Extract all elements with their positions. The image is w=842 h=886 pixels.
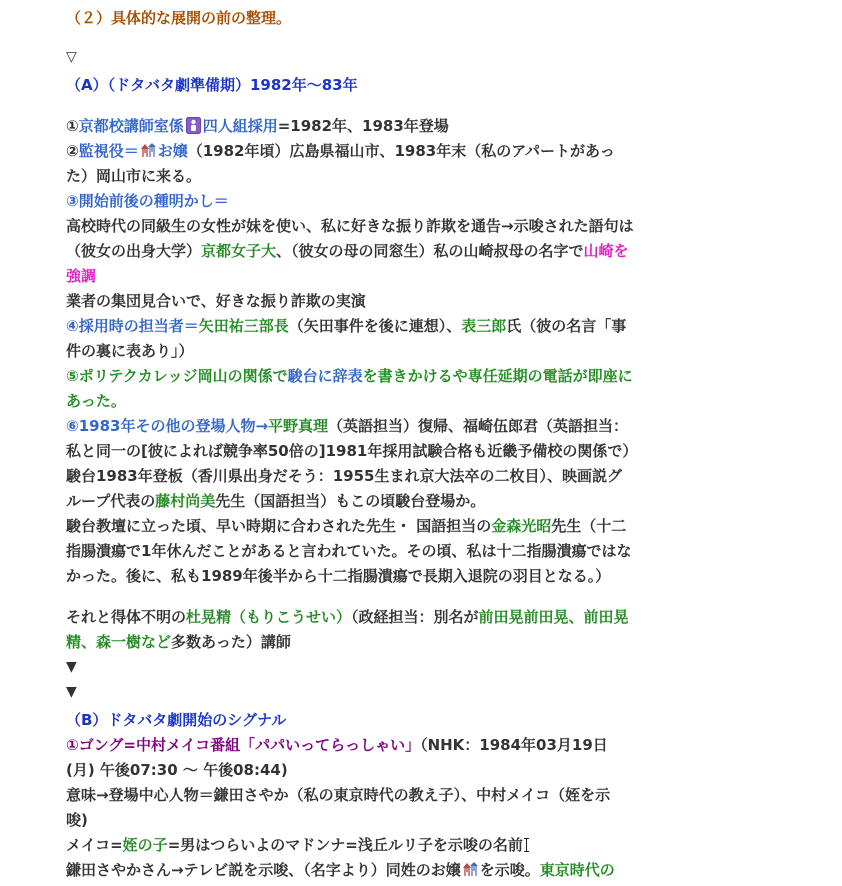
b-item-1: ①ゴング=中村メイコ番組「パパいってらっしゃい」（NHK：1984年03月19日 (66, 736, 608, 754)
item-1-label: 京都校講師室係 (78, 117, 184, 135)
item-6-cont-6: かった。後に、私も1989年後半から十二指腸潰瘍で長期入退院の羽目となる。） (66, 567, 611, 585)
outline-marker-filled-2: ▼ (66, 684, 77, 700)
item-6-cont-2: 駿台1983年登板（香川県出身だそう：1955生まれ京大法卒の二枚目）、映画説グ (66, 467, 622, 485)
item-6-cont-1: 私と同一の[彼によれば競争率50倍の]1981年採用試験合格も近畿予備校の関係で） (66, 442, 638, 460)
item-5: ⑤ポリテクカレッジ岡山の関係で駿台に辞表を書きかけるや専任延期の電話が即座に (66, 367, 633, 385)
b-item-2: 意味→登場中心人物＝鎌田さやか（私の東京時代の教え子）、中村メイコ（姪を示 (66, 786, 611, 804)
outline-marker-open: ▽ (66, 49, 77, 65)
b-item-2-cont: 唆) (66, 811, 88, 829)
person-in-box-icon (186, 117, 201, 134)
item-2-cont: た）岡山市に来る。 (66, 167, 202, 185)
item-3-body-4: 業者の集団見合いで、好きな振り詐欺の実演 (66, 292, 366, 310)
item-2: ②監視役＝ お嬢（1982年頃）広島県福山市、1983年末（私のアパートがあっ (66, 142, 615, 160)
section-a-title: （A）（ドタバタ劇準備期）1982年〜83年 (66, 76, 358, 94)
item-6-cont-3: ループ代表の藤村尚美先生（国語担当）もこの頃駿台登場か。 (66, 492, 486, 510)
section-a-body (66, 114, 706, 655)
houses-icon (463, 861, 478, 878)
b-item-3: メイコ=姪の子=男はつらいよのマドンナ=浅丘ルリ子を示唆の名前 (66, 833, 706, 858)
section-b-body (66, 733, 706, 883)
item-3: ③開始前後の種明かし＝ (66, 192, 229, 210)
item-1: ①京都校講師室係 四人組採用=1982年、1983年登場 (66, 117, 449, 135)
item-4: ④採用時の担当者＝矢田祐三部長（矢田事件を後に連想）、表三郎氏（彼の名言「事 (66, 317, 627, 335)
item-3-body-3: 強調 (66, 267, 97, 285)
section-b-title: （B）ドタバタ劇開始のシグナル (66, 711, 287, 729)
outline-marker-filled-1: ▼ (66, 659, 77, 675)
item-6-cont-4: 駿台教壇に立った頃、早い時期に合わされた先生・ 国語担当の金森光昭先生（十二 (66, 517, 627, 535)
item-4-cont: 件の裏に表あり」） (66, 342, 194, 360)
b-item-1-cont: (月) 午後07:30 〜 午後08:44) (66, 761, 288, 779)
section-heading: （２）具体的な展開の前の整理。 (66, 9, 292, 27)
item-6-cont-5: 指腸潰瘍で1年休んだことがあると言われていた。その頃、私は十二指腸潰瘍ではな (66, 542, 632, 560)
item-5-cont: あった。 (66, 392, 126, 410)
item-7: それと得体不明の杜晃精（もりこうせい）（政経担当：別名が前田晃前田晃、前田晃 (66, 608, 629, 626)
item-1-link: 四人組採用 (202, 117, 278, 135)
houses-icon (141, 142, 156, 159)
item-6: ⑥1983年その他の登場人物→平野真理（英語担当）復帰、福崎伍郎君（英語担当： (66, 417, 629, 435)
item-3-body-2: （彼女の出身大学）京都女子大、（彼女の母の同窓生）私の山崎叔母の名字で山崎を (66, 242, 629, 260)
item-3-body: 高校時代の同級生の女性が妹を使い、私に好きな振り詐欺を通告→示唆された語句は (66, 217, 634, 235)
text-cursor-icon (523, 835, 530, 849)
item-7-cont: 精、森一樹など多数あった）講師 (66, 633, 291, 651)
b-item-4: 鎌田さやかさん→テレビ説を示唆、（名字より）同姓のお嬢 を示唆。東京時代の (66, 861, 615, 879)
